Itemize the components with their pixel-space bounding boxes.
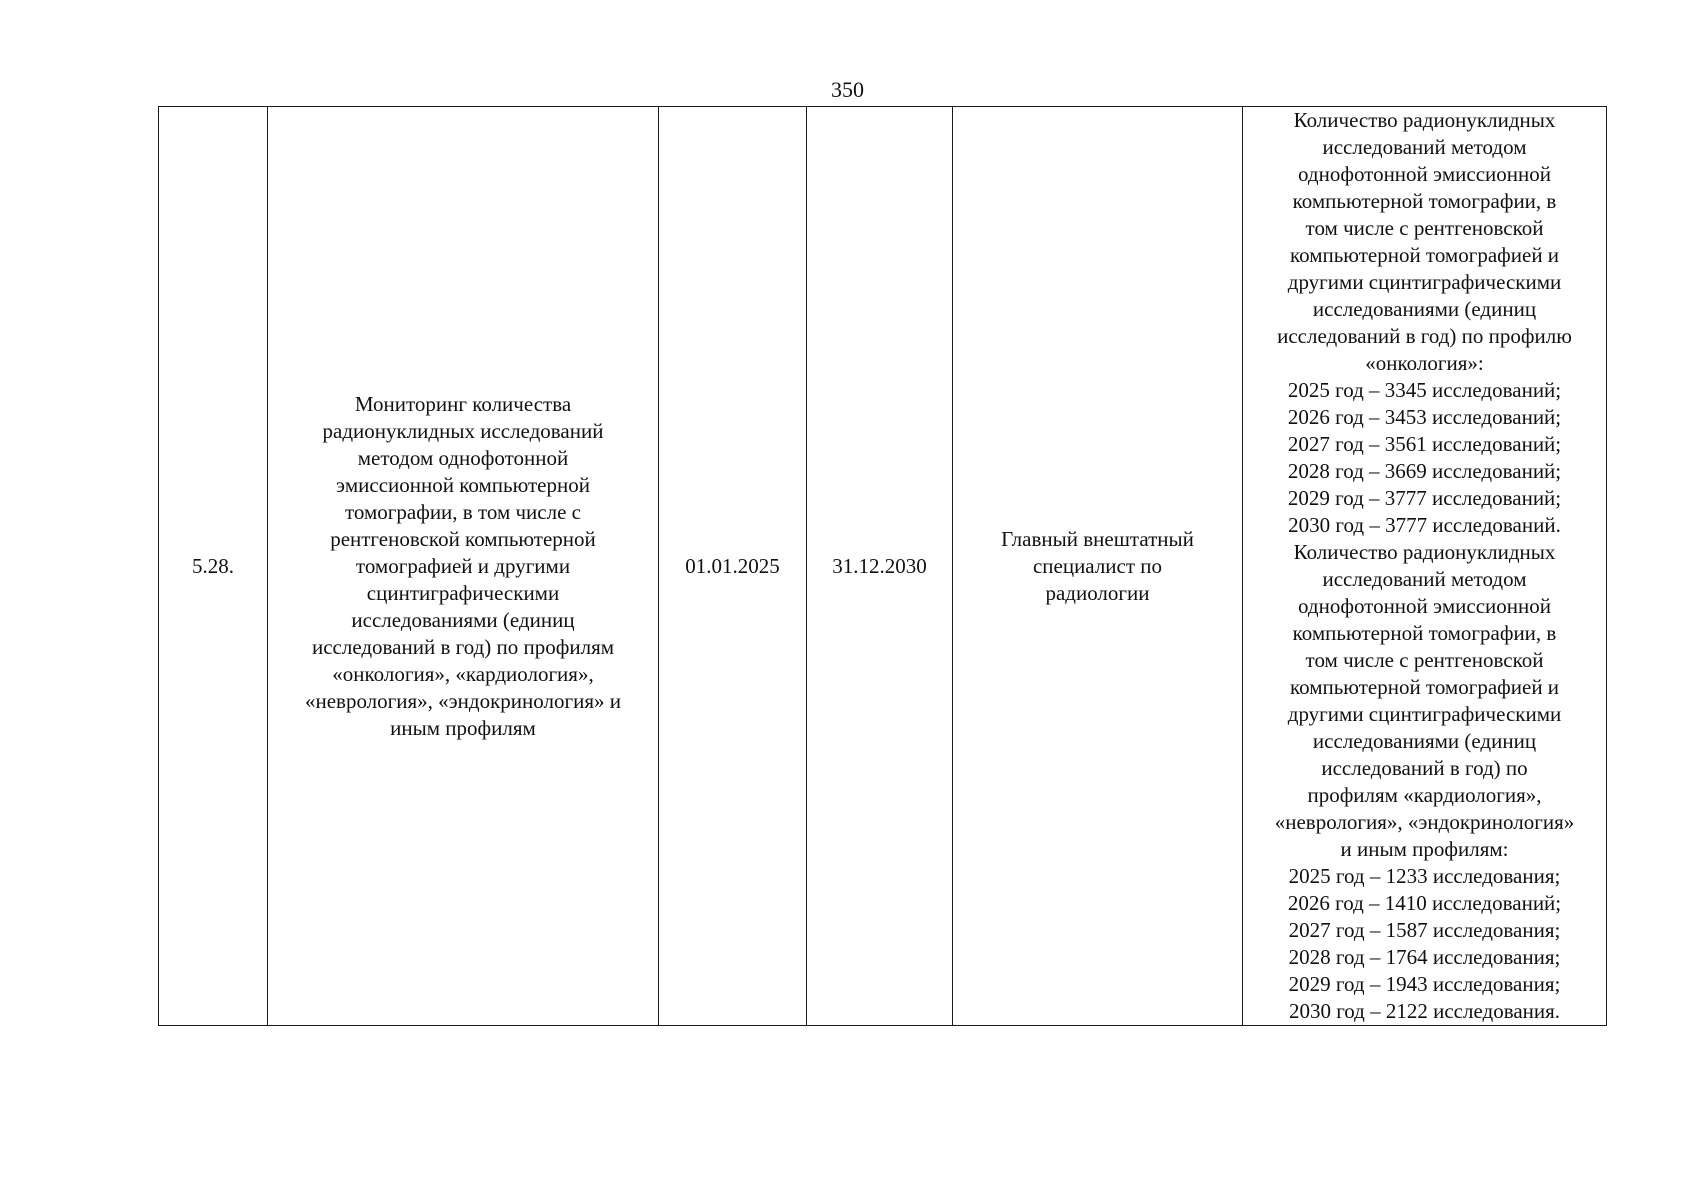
responsible-person: [953, 526, 1242, 607]
measure-name-line: сцинтиграфическими: [366, 580, 560, 605]
measure-name-line: эмиссионной компьютерной: [336, 472, 590, 497]
result-line: компьютерной томографией и: [1289, 243, 1560, 267]
result-line: том числе с рентгеновской: [1305, 216, 1544, 240]
result-line: исследований в год) по профилю: [1277, 324, 1572, 348]
measure-name-line: «онкология», «кардиология»,: [332, 661, 594, 686]
result-line: и иным профилям:: [1340, 837, 1509, 861]
result-line: компьютерной томографией и: [1289, 675, 1560, 699]
cell-start-date: [659, 107, 807, 1026]
result-line: 2028 год – 1764 исследования;: [1288, 945, 1561, 969]
measure-name-line: Мониторинг количества: [354, 391, 572, 416]
result-line: 2027 год – 3561 исследований;: [1287, 432, 1562, 456]
result-line: 2030 год – 2122 исследования.: [1288, 999, 1561, 1023]
measure-name-line: томографии, в том числе с: [344, 499, 581, 524]
result-line: исследований в год) по: [1321, 756, 1528, 780]
result-line: профилям «кардиология»,: [1307, 783, 1542, 807]
responsible-line: Главный внештатный: [1001, 526, 1194, 551]
expected-result: [1243, 107, 1606, 1025]
cell-item-number: [159, 107, 268, 1026]
responsible-line: радиологии: [1045, 580, 1150, 605]
measure-name-line: иным профилям: [390, 715, 536, 740]
result-line: 2028 год – 3669 исследований;: [1287, 459, 1562, 483]
result-line: компьютерной томографии, в: [1292, 189, 1557, 213]
result-line: 2029 год – 3777 исследований;: [1287, 486, 1562, 510]
result-line: исследований методом: [1322, 135, 1527, 159]
result-line: однофотонной эмиссионной: [1298, 162, 1551, 186]
result-line: 2030 год – 3777 исследований.: [1288, 513, 1561, 537]
result-line: 2025 год – 3345 исследований;: [1287, 378, 1562, 402]
result-line: 2027 год – 1587 исследования;: [1288, 918, 1561, 942]
start-date: 01.01.2025: [685, 553, 780, 578]
result-line: 2026 год – 1410 исследований;: [1287, 891, 1562, 915]
result-line: другими сцинтиграфическими: [1287, 702, 1562, 726]
measure-name-line: томографией и другими: [355, 553, 571, 578]
measure-name-line: рентгеновской компьютерной: [330, 526, 596, 551]
result-line: исследованиями (единиц: [1312, 729, 1537, 753]
measure-name-line: исследований в год) по профилям: [311, 634, 615, 659]
measure-name-line: методом однофотонной: [357, 445, 569, 470]
result-line: 2026 год – 3453 исследований;: [1287, 405, 1562, 429]
measures-table: [158, 106, 1607, 1026]
result-line: компьютерной томографии, в: [1292, 621, 1557, 645]
measure-name-line: исследованиями (единиц: [351, 607, 575, 632]
cell-responsible: [953, 107, 1243, 1026]
measure-name-line: «неврология», «эндокринология» и: [304, 688, 621, 713]
result-line: другими сцинтиграфическими: [1287, 270, 1562, 294]
result-line: том числе с рентгеновской: [1305, 648, 1544, 672]
result-line: Количество радионуклидных: [1293, 540, 1556, 564]
measure-name-line: радионуклидных исследований: [322, 418, 604, 443]
result-line: «неврология», «эндокринология»: [1274, 810, 1575, 834]
cell-measure-name: [268, 107, 659, 1026]
item-number: 5.28.: [192, 553, 234, 578]
cell-end-date: [807, 107, 953, 1026]
cell-expected-result: [1243, 107, 1607, 1026]
table-row: [159, 107, 1607, 1026]
end-date: 31.12.2030: [832, 553, 927, 578]
responsible-line: специалист по: [1032, 553, 1163, 578]
result-line: 2025 год – 1233 исследования;: [1288, 864, 1561, 888]
result-line: 2029 год – 1943 исследования;: [1288, 972, 1561, 996]
result-line: исследованиями (единиц: [1312, 297, 1537, 321]
measure-name: [268, 391, 658, 742]
result-line: однофотонной эмиссионной: [1298, 594, 1551, 618]
result-line: исследований методом: [1322, 567, 1527, 591]
result-line: «онкология»:: [1365, 351, 1484, 375]
result-line: Количество радионуклидных: [1293, 108, 1556, 132]
page-number: 350: [831, 77, 864, 102]
